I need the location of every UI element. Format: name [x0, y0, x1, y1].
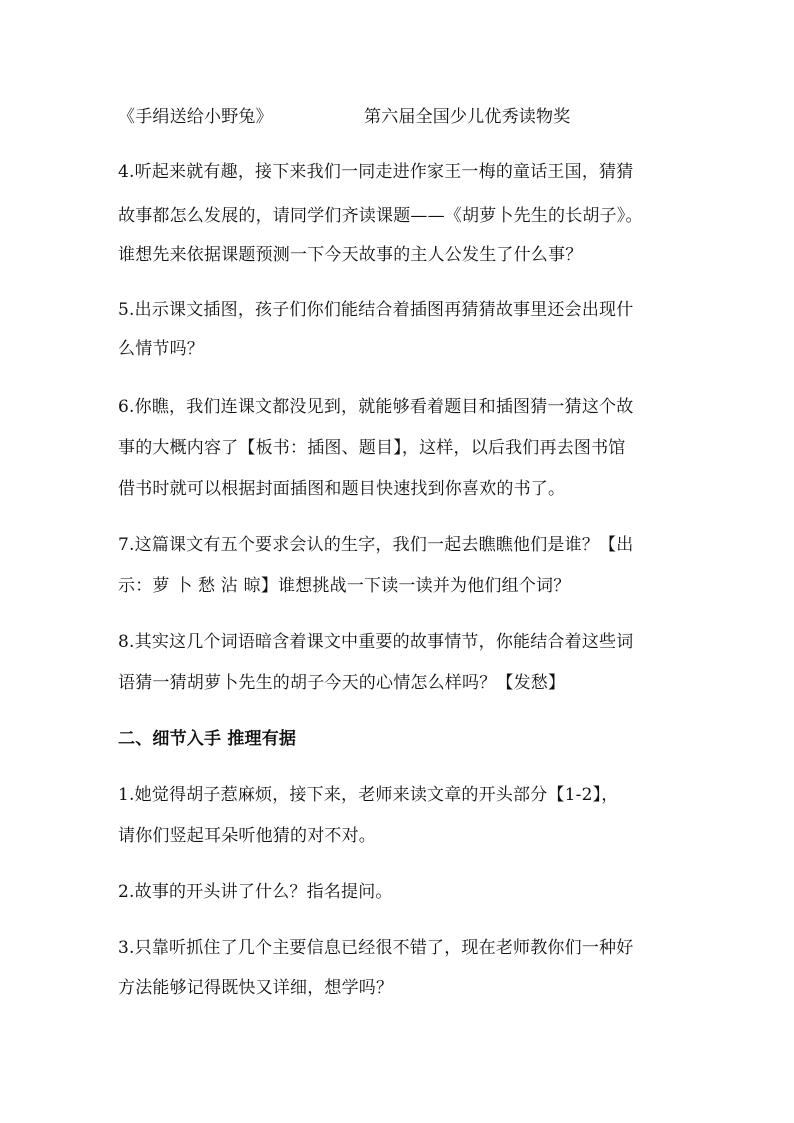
- paragraph-6-line-2: 事的大概内容了【板书：插图、题目】，这样，以后我们再去图书馆: [118, 438, 626, 458]
- paragraph-5-line-2: 么情节吗？: [118, 339, 204, 359]
- section-2-item-2: 2.故事的开头讲了什么？指名提问。: [118, 882, 393, 902]
- paragraph-6-line-1: 6.你瞧，我们连课文都没见到，就能够看着题目和插图猜一猜这个故: [118, 397, 634, 417]
- paragraph-6-line-3: 借书时就可以根据封面插图和题目快速找到你喜欢的书了。: [118, 479, 566, 499]
- paragraph-7-line-1: 7.这篇课文有五个要求会认的生字，我们一起去瞧瞧他们是谁？【出: [118, 535, 634, 555]
- paragraph-5-line-1: 5.出示课文插图，孩子们你们能结合着插图再猜猜故事里还会出现什: [118, 300, 634, 320]
- paragraph-8-line-1: 8.其实这几个词语暗含着课文中重要的故事情节，你能结合着这些词: [118, 632, 634, 652]
- paragraph-4-line-1: 4.听起来就有趣，接下来我们一同走进作家王一梅的童话王国，猜猜: [118, 162, 634, 182]
- paragraph-8-line-2: 语猜一猜胡萝卜先生的胡子今天的心情怎么样吗？【发愁】: [118, 673, 566, 693]
- paragraph-4-line-3: 谁想先来依据课题预测一下今天故事的主人公发生了什么事？: [118, 245, 583, 265]
- paragraph-4-line-2: 故事都怎么发展的，请同学们齐读课题——《胡萝卜先生的长胡子》。: [118, 206, 643, 226]
- award-line: [118, 105, 570, 129]
- section-2-item-1-line-1: 1.她觉得胡子惹麻烦，接下来，老师来读文章的开头部分【1-2】，: [118, 785, 619, 805]
- section-2-item-1-line-2: 请你们竖起耳朵听他猜的对不对。: [118, 826, 376, 846]
- paragraph-7-line-2: 示：萝 卜 愁 沾 晾】谁想挑战一下读一读并为他们组个词？: [118, 576, 571, 596]
- section-heading: 二、细节入手 推理有据: [118, 729, 297, 749]
- section-2-item-3-line-2: 方法能够记得既快又详细，想学吗？: [118, 978, 394, 998]
- section-2-item-3-line-1: 3.只靠听抓住了几个主要信息已经很不错了，现在老师教你们一种好: [118, 938, 634, 958]
- book-title: 《手绢送给小野兔》: [118, 107, 273, 127]
- award-name: 第六届全国少儿优秀读物奖: [364, 107, 571, 127]
